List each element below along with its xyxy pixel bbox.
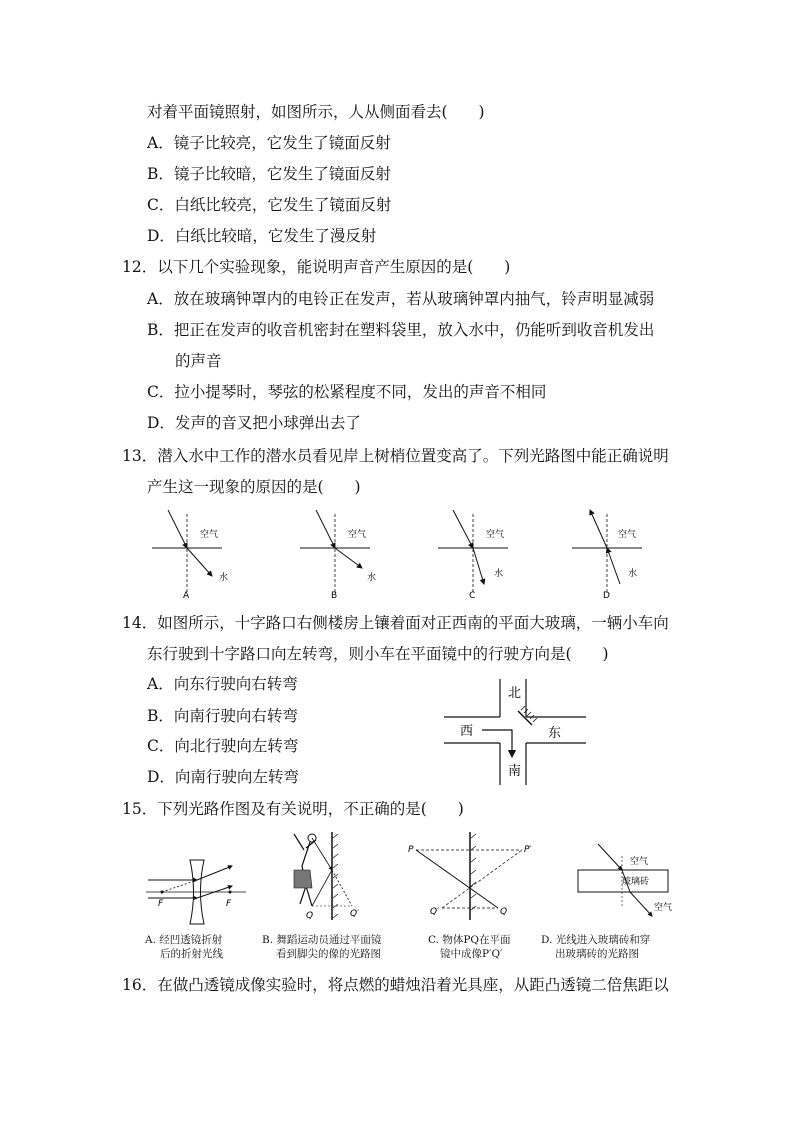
- q14-stem-cont: 东行驶到十字路口向左转弯，则小车在平面镜中的行驶方向是( ): [147, 645, 609, 663]
- fig15-b-qprime: Q′: [350, 909, 360, 919]
- fig15-c-q: Q: [500, 907, 508, 917]
- diagram-c-water-label: 水: [494, 569, 504, 579]
- fig15-d-air-bottom: 空气: [654, 903, 673, 913]
- q11-option-b: B．镜子比较暗，它发生了镜面反射: [147, 165, 391, 183]
- q13-figure: [140, 504, 660, 604]
- q14-option-b: B．向南行驶向右转弯: [147, 707, 298, 725]
- q14-option-d: D．向南行驶向左转弯: [147, 768, 299, 786]
- diagram-b: [300, 510, 376, 601]
- q13-stem-cont: 产生这一现象的原因的是( ): [147, 478, 361, 496]
- diagram-d: [572, 510, 642, 601]
- diagram-a: [152, 510, 228, 601]
- fig15-d-air-top: 空气: [630, 857, 649, 867]
- q11-option-a: A．镜子比较亮，它发生了镜面反射: [147, 134, 391, 152]
- fig15-a-f-right: F: [226, 899, 232, 909]
- q11-option-d: D．白纸比较暗，它发生了漫反射: [147, 227, 377, 245]
- q11-stem-continued: 对着平面镜照射，如图所示，人从侧面看去( ): [147, 103, 485, 121]
- fig15-caption-d-1: D. 光线进入玻璃砖和穿: [541, 934, 651, 946]
- fig15-d-glass-block: [578, 844, 672, 916]
- fig15-c-pprime: P′: [524, 845, 532, 855]
- fig15-caption-b-2: 看到脚尖的像的光路图: [276, 948, 381, 960]
- q12-stem: 12．以下几个实验现象，能说明声音产生原因的是( ): [122, 258, 511, 276]
- diagram-d-air-label: 空气: [618, 530, 637, 540]
- fig15-a-concave-lens: [146, 860, 246, 924]
- diagram-b-air-label: 空气: [348, 530, 367, 540]
- east-label: 东: [548, 726, 562, 741]
- q11-option-c: C．白纸比较亮，它发生了镜面反射: [147, 196, 392, 214]
- diagram-c-air-label: 空气: [486, 530, 505, 540]
- diagram-d-label: D: [603, 591, 610, 601]
- fig15-c-plane-mirror: [408, 832, 531, 920]
- q12-option-a: A．放在玻璃钟罩内的电铃正在发声，若从玻璃钟罩内抽气，铃声明显减弱: [147, 290, 655, 308]
- fig15-caption-a-1: A. 经凹透镜折射: [145, 934, 223, 946]
- q13-stem: 13．潜入水中工作的潜水员看见岸上树梢位置变高了。下列光路图中能正确说明: [122, 447, 669, 465]
- q12-option-b-cont: 的声音: [175, 352, 222, 370]
- fig15-d-glass: 玻璃砖: [622, 877, 650, 887]
- diagram-a-water-label: 水: [219, 573, 229, 583]
- q14-stem: 14．如图所示，十字路口右侧楼房上镶着面对正西南的平面大玻璃，一辆小车向: [122, 614, 669, 632]
- fig15-a-f-left: F: [158, 899, 164, 909]
- q14-option-a: A．向东行驶向右转弯: [147, 675, 298, 693]
- fig15-c-p: P: [408, 845, 414, 855]
- diagram-c-label: C: [469, 591, 476, 601]
- q15-stem: 15．下列光路作图及有关说明，不正确的是( ): [122, 800, 464, 818]
- fig15-caption-c-1: C. 物体PQ在平面: [428, 934, 511, 946]
- diagram-c: [438, 510, 508, 601]
- diagram-b-water-label: 水: [367, 573, 377, 583]
- q12-option-b: B．把正在发声的收音机密封在塑料袋里，放入水中，仍能听到收音机发出: [147, 321, 655, 339]
- diagram-b-label: B: [331, 591, 338, 601]
- q15-figure: [140, 826, 680, 926]
- fig15-caption-b-1: B. 舞蹈运动员通过平面镜: [262, 934, 382, 946]
- fig15-caption-d-2: 出玻璃砖的光路图: [555, 948, 639, 960]
- diagram-a-label: A: [183, 591, 190, 601]
- q12-option-d: D．发声的音叉把小球弹出去了: [147, 414, 361, 432]
- diagram-d-water-label: 水: [628, 569, 638, 579]
- south-label: 南: [508, 764, 522, 779]
- q14-option-c: C．向北行驶向左转弯: [147, 737, 299, 755]
- fig15-b-q: Q: [306, 911, 314, 921]
- q14-crossroads-figure: [440, 677, 590, 787]
- north-label: 北: [508, 686, 522, 701]
- fig15-caption-a-2: 后的折射光线: [160, 948, 223, 960]
- fig15-b-dancer-mirror: [294, 832, 359, 921]
- fig15-caption-c-2: 镜中成像P′Q′: [440, 948, 503, 960]
- diagram-a-air-label: 空气: [200, 530, 219, 540]
- fig15-c-qprime: Q′: [430, 907, 440, 917]
- q16-stem: 16．在做凸透镜成像实验时，将点燃的蜡烛沿着光具座，从距凸透镜二倍焦距以: [122, 976, 669, 994]
- west-label: 西: [460, 724, 474, 739]
- q12-option-c: C．拉小提琴时，琴弦的松紧程度不同，发出的声音不相同: [147, 383, 547, 401]
